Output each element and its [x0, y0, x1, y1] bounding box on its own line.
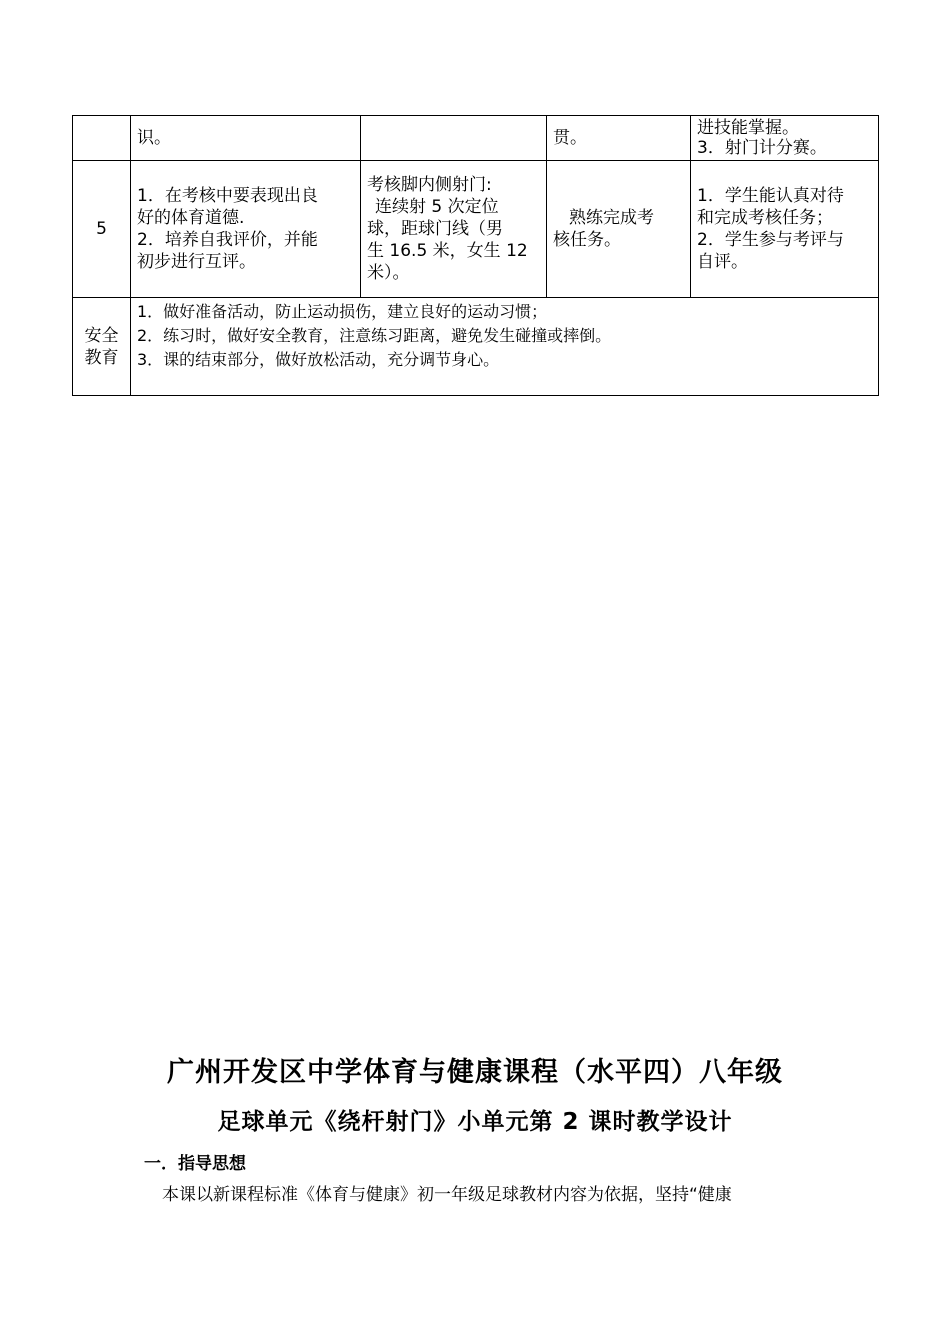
cell-line: 和完成考核任务； — [697, 208, 833, 228]
content-cell — [361, 161, 547, 298]
row-number-cell: 5 — [73, 161, 131, 298]
content-cell — [361, 116, 547, 161]
row-number-cell — [73, 116, 131, 161]
safety-item: 1．做好准备活动，防止运动损伤，建立良好的运动习惯； — [137, 302, 548, 321]
table-row — [73, 298, 879, 396]
cell-line: 米）。 — [367, 263, 410, 283]
assessment-cell — [691, 161, 879, 298]
cell-line: 进技能掌握。 — [697, 118, 799, 138]
section-heading: 一．指导思想 — [144, 1154, 246, 1174]
safety-item: 3．课的结束部分，做好放松活动，充分调节身心。 — [137, 350, 500, 369]
table-row — [73, 161, 879, 298]
cell-line: 1．学生能认真对待 — [697, 186, 844, 206]
cell-line: 球，距球门线（男 — [367, 219, 503, 239]
cell-line: 教育 — [84, 347, 119, 368]
cell-line: 连续射 5 次定位 — [375, 197, 499, 217]
cell-line: 2．学生参与考评与 — [697, 230, 844, 250]
lesson-plan-table — [72, 115, 879, 396]
cell-line: 自评。 — [697, 252, 748, 272]
cell-line: 3．射门计分赛。 — [697, 138, 827, 158]
document-subtitle: 足球单元《绕杆射门》小单元第 2 课时教学设计 — [217, 1109, 733, 1135]
method-cell: 贯。 — [547, 116, 691, 161]
table-row — [73, 116, 879, 161]
document-title: 广州开发区中学体育与健康课程（水平四）八年级 — [167, 1057, 783, 1088]
safety-item: 2．练习时，做好安全教育，注意练习距离，避免发生碰撞或摔倒。 — [137, 326, 612, 345]
cell-line: 安全 — [84, 325, 119, 346]
paragraph: 本课以新课程标准《体育与健康》初一年级足球教材内容为依据，坚持“健康 — [162, 1185, 732, 1205]
method-cell — [547, 161, 691, 298]
cell-line: 2．培养自我评价，并能 — [137, 230, 318, 250]
cell-line: 生 16.5 米，女生 12 — [367, 241, 528, 261]
safety-items-cell — [131, 298, 879, 396]
cell-line: 熟练完成考 — [569, 208, 654, 228]
goal-cell — [131, 161, 361, 298]
assessment-cell — [691, 116, 879, 161]
cell-line: 初步进行互评。 — [137, 252, 256, 272]
cell-line: 核任务。 — [553, 230, 621, 250]
safety-label-cell — [73, 298, 131, 396]
cell-line: 1．在考核中要表现出良 — [137, 186, 318, 206]
goal-cell: 识。 — [131, 116, 361, 161]
cell-line: 考核脚内侧射门: — [367, 175, 492, 195]
cell-line: 好的体育道德. — [137, 208, 245, 228]
